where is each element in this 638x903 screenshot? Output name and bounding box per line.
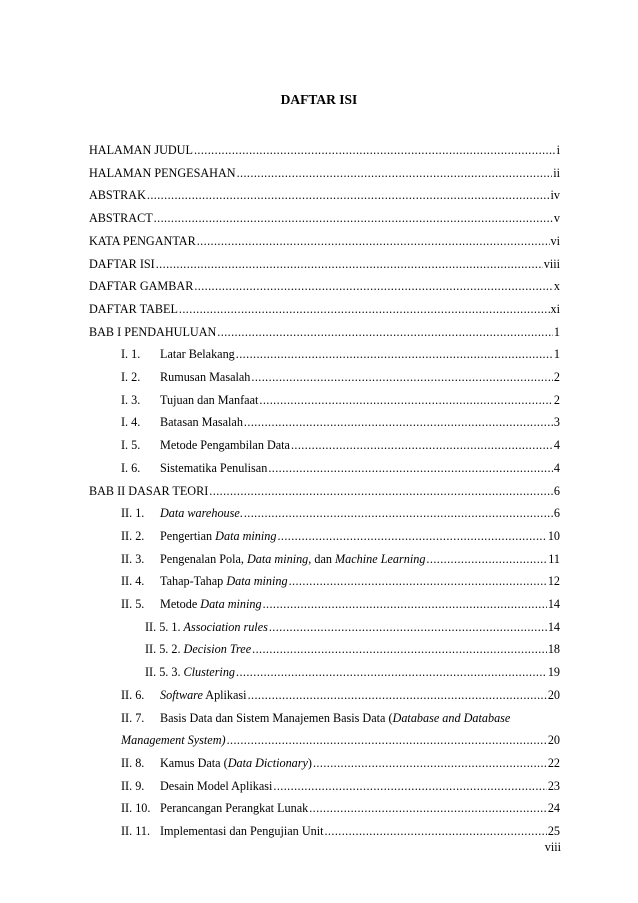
toc-entry-label: Sistematika Penulisan [160, 461, 268, 475]
page-number: viii [544, 840, 561, 854]
toc-dot-leader [227, 731, 547, 749]
toc-entry-number: I. 6. [121, 461, 141, 475]
toc-entry-label: ABSTRAK [89, 188, 146, 202]
toc-dot-leader [156, 255, 543, 273]
toc-dot-leader [147, 186, 550, 204]
toc-dot-leader [244, 413, 553, 431]
toc-entry[interactable] [121, 527, 560, 545]
toc-entry[interactable] [89, 186, 560, 204]
toc-entry-label: Basis Data dan Sistem Manajemen Basis Data (Database and Database [160, 711, 511, 725]
toc-dot-leader [236, 663, 547, 681]
toc-entry-label: Decision Tree [183, 642, 252, 656]
toc-entry-label: Association rules [183, 620, 268, 634]
toc-entry-number: II. 4. [121, 574, 145, 588]
toc-entry[interactable] [121, 345, 560, 363]
toc-entry-label: Management System) [121, 733, 226, 747]
toc-entry-label: HALAMAN PENGESAHAN [89, 166, 236, 180]
toc-dot-leader [313, 754, 547, 772]
toc-entry-page: 14 [547, 620, 560, 634]
toc-entry-page: 6 [553, 506, 560, 520]
toc-entry-page: 2 [553, 370, 560, 384]
toc-entry-number: II. 6. [121, 688, 145, 702]
toc-entry-page: 20 [547, 688, 560, 702]
toc-entry-label: DAFTAR TABEL [89, 302, 178, 316]
toc-dot-leader [269, 618, 547, 636]
toc-entry-label: Data warehouse. [160, 506, 243, 520]
toc-entry[interactable] [121, 777, 560, 795]
toc-entry-label: Perancangan Perangkat Lunak [160, 801, 309, 815]
toc-entry[interactable] [121, 413, 560, 431]
toc-entry[interactable] [145, 640, 560, 658]
toc-entry-label: KATA PENGANTAR [89, 234, 196, 248]
toc-entry[interactable] [89, 209, 560, 227]
toc-entry-number: I. 1. [121, 347, 141, 361]
toc-dot-leader [209, 482, 553, 500]
toc-dot-leader [273, 777, 546, 795]
toc-entry[interactable] [121, 822, 560, 840]
toc-entry-page: 1 [553, 325, 560, 339]
toc-entry-label: Kamus Data (Data Dictionary) [160, 756, 312, 770]
toc-entry-label: BAB II DASAR TEORI [89, 484, 209, 498]
toc-dot-leader [236, 345, 553, 363]
toc-dot-leader [197, 232, 550, 250]
toc-entry-page: 4 [553, 438, 560, 452]
toc-entry-number: I. 3. [121, 393, 141, 407]
toc-entry-label: Metode Pengambilan Data [160, 438, 290, 452]
toc-dot-leader [244, 504, 553, 522]
toc-entry[interactable] [121, 504, 560, 522]
toc-entry-number: II. 10. [121, 801, 151, 815]
toc-entry-label: Batasan Masalah [160, 415, 243, 429]
toc-dot-leader [154, 209, 553, 227]
toc-entry-page: 19 [547, 665, 560, 679]
toc-entry-number: II. 1. [121, 506, 145, 520]
toc-entry[interactable] [121, 459, 560, 477]
toc-dot-leader [309, 799, 547, 817]
toc-entry-page: 12 [547, 574, 560, 588]
toc-entry[interactable] [89, 141, 560, 159]
toc-entry-page: viii [543, 257, 560, 271]
toc-entry-label: DAFTAR ISI [89, 257, 155, 271]
toc-dot-leader [194, 277, 553, 295]
toc-entry[interactable] [121, 436, 560, 454]
page-title: DAFTAR ISI [280, 92, 358, 107]
toc-entry-label: HALAMAN JUDUL [89, 143, 193, 157]
toc-entry-page: 10 [547, 529, 560, 543]
toc-entry-page: 23 [547, 779, 560, 793]
toc-entry-number: II. 5. 2. [145, 642, 181, 656]
toc-entry-page: 14 [547, 597, 560, 611]
toc-dot-leader [248, 686, 547, 704]
toc-dot-leader [259, 391, 553, 409]
toc-entry-page: i [556, 143, 560, 157]
toc-entry-page: 25 [547, 824, 560, 838]
toc-entry-label: Pengenalan Pola, Data mining, dan Machine Learning [160, 552, 426, 566]
toc-entry-label: Latar Belakang [160, 347, 235, 361]
toc-entry-label: ABSTRACT [89, 211, 153, 225]
toc-entry-page: ii [553, 166, 560, 180]
toc-dot-leader [251, 368, 553, 386]
toc-entry-page: 4 [553, 461, 560, 475]
toc-entry-number: II. 3. [121, 552, 145, 566]
toc-entry[interactable] [89, 300, 560, 318]
toc-entry-page: iv [550, 188, 560, 202]
toc-dot-leader [263, 595, 547, 613]
toc-entry[interactable] [145, 618, 560, 636]
toc-entry[interactable] [121, 595, 560, 613]
toc-entry-page: 6 [553, 484, 560, 498]
toc-dot-leader [237, 164, 553, 182]
toc-entry[interactable] [89, 482, 560, 500]
toc-entry[interactable] [145, 663, 560, 681]
toc-entry-label: Metode Data mining [160, 597, 262, 611]
toc-entry-page: 18 [547, 642, 560, 656]
toc-entry-page: 24 [547, 801, 560, 815]
toc-entry[interactable] [121, 754, 560, 772]
toc-entry-label: DAFTAR GAMBAR [89, 279, 194, 293]
toc-entry-label: Tujuan dan Manfaat [160, 393, 259, 407]
toc-entry-page: 11 [548, 552, 560, 566]
toc-dot-leader [252, 640, 547, 658]
toc-dot-leader [289, 572, 547, 590]
toc-entry[interactable] [121, 799, 560, 817]
toc-entry-page: 1 [553, 347, 560, 361]
toc-entry-label: Software Aplikasi [160, 688, 247, 702]
toc-entry-number: II. 5. 1. [145, 620, 181, 634]
toc-entry-page: xi [550, 302, 560, 316]
toc-entry[interactable] [121, 550, 560, 568]
toc-entry-number: II. 8. [121, 756, 145, 770]
toc-entry-label: BAB I PENDAHULUAN [89, 325, 217, 339]
toc-entry[interactable] [89, 277, 560, 295]
toc-entry[interactable] [121, 368, 560, 386]
toc-entry-number: II. 7. [121, 711, 145, 725]
toc-entry-number: II. 2. [121, 529, 145, 543]
toc-dot-leader [268, 459, 553, 477]
toc-entry-number: I. 2. [121, 370, 141, 384]
toc-entry-page: 2 [553, 393, 560, 407]
toc-entry-page: x [553, 279, 560, 293]
toc-entry-label: Pengertian Data mining [160, 529, 277, 543]
toc-entry-page: 3 [553, 415, 560, 429]
toc-entry-number: II. 11. [121, 824, 150, 838]
toc-entry[interactable] [121, 572, 560, 590]
toc-entry[interactable] [89, 255, 560, 273]
toc-entry[interactable] [121, 731, 560, 749]
toc-entry-label: Tahap-Tahap Data mining [160, 574, 288, 588]
toc-entry-label: Rumusan Masalah [160, 370, 251, 384]
toc-entry-number: II. 9. [121, 779, 145, 793]
toc-entry-number: I. 4. [121, 415, 141, 429]
toc-entry-page: 22 [547, 756, 560, 770]
toc-entry[interactable] [121, 686, 560, 704]
toc-entry-page: vi [550, 234, 560, 248]
toc-entry[interactable] [89, 164, 560, 182]
toc-entry-page: 20 [547, 733, 560, 747]
toc-entry-label: Desain Model Aplikasi [160, 779, 273, 793]
toc-entry-number: I. 5. [121, 438, 141, 452]
toc-dot-leader [277, 527, 546, 545]
toc-entry-number: II. 5. 3. [145, 665, 181, 679]
toc-entry[interactable] [89, 323, 560, 341]
toc-entry [121, 709, 510, 727]
toc-dot-leader [194, 141, 556, 159]
toc-entry-page: v [553, 211, 560, 225]
toc-entry-number: II. 5. [121, 597, 145, 611]
toc-entry-label: Implementasi dan Pengujian Unit [160, 824, 324, 838]
toc-entry-label: Clustering [183, 665, 236, 679]
toc-dot-leader [217, 323, 553, 341]
toc-dot-leader [324, 822, 546, 840]
toc-dot-leader [426, 550, 547, 568]
toc-dot-leader [291, 436, 553, 454]
toc-dot-leader [179, 300, 550, 318]
toc-entry[interactable] [121, 391, 560, 409]
toc-entry[interactable] [89, 232, 560, 250]
